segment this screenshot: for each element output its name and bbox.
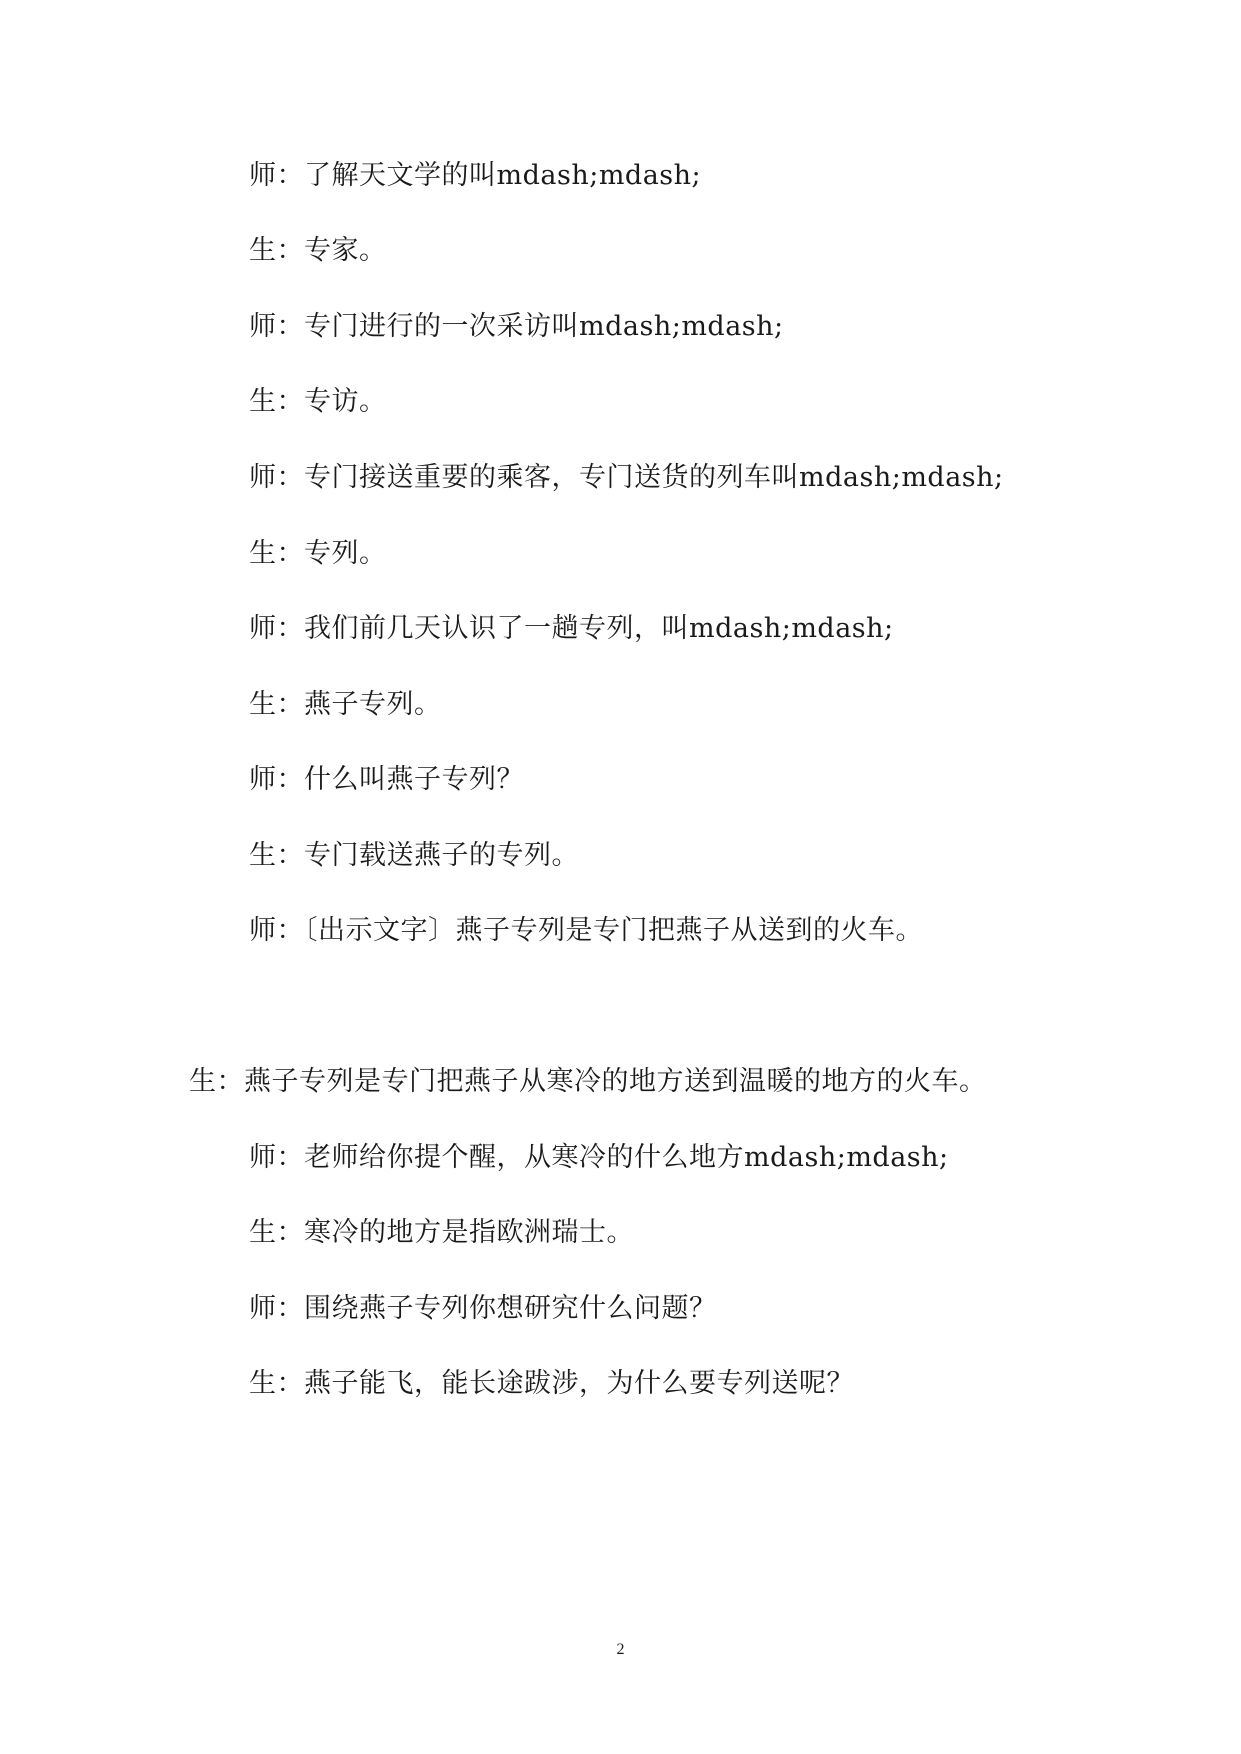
dialogue-line: 师：我们前几天认识了一趟专列，叫mdash;mdash; xyxy=(249,613,894,644)
dialogue-line: 师：了解天文学的叫mdash;mdash; xyxy=(249,160,702,191)
dialogue-line: 师：老师给你提个醒，从寒冷的什么地方mdash;mdash; xyxy=(249,1142,949,1173)
dialogue-line: 生：燕子专列。 xyxy=(249,689,442,720)
dialogue-line: 生：燕子专列是专门把燕子从寒冷的地方送到温暖的地方的火车。 xyxy=(189,1066,987,1097)
dialogue-line: 生：专列。 xyxy=(249,538,387,569)
dialogue-line: 师：专门进行的一次采访叫mdash;mdash; xyxy=(249,311,784,342)
dialogue-line: 生：寒冷的地方是指欧洲瑞士。 xyxy=(249,1217,634,1248)
dialogue-line: 生：专家。 xyxy=(249,235,387,266)
dialogue-line: 师：围绕燕子专列你想研究什么问题？ xyxy=(249,1293,717,1324)
dialogue-line: 生：专门载送燕子的专列。 xyxy=(249,840,579,871)
dialogue-line: 生：专访。 xyxy=(249,386,387,417)
dialogue-line: 师：〔出示文字〕燕子专列是专门把燕子从送到的火车。 xyxy=(249,915,923,946)
dialogue-line: 师：专门接送重要的乘客，专门送货的列车叫mdash;mdash; xyxy=(249,462,1004,493)
page-number: 2 xyxy=(616,1641,625,1658)
dialogue-line: 师：什么叫燕子专列？ xyxy=(249,764,524,795)
dialogue-line: 生：燕子能飞，能长途跋涉，为什么要专列送呢？ xyxy=(249,1368,854,1399)
